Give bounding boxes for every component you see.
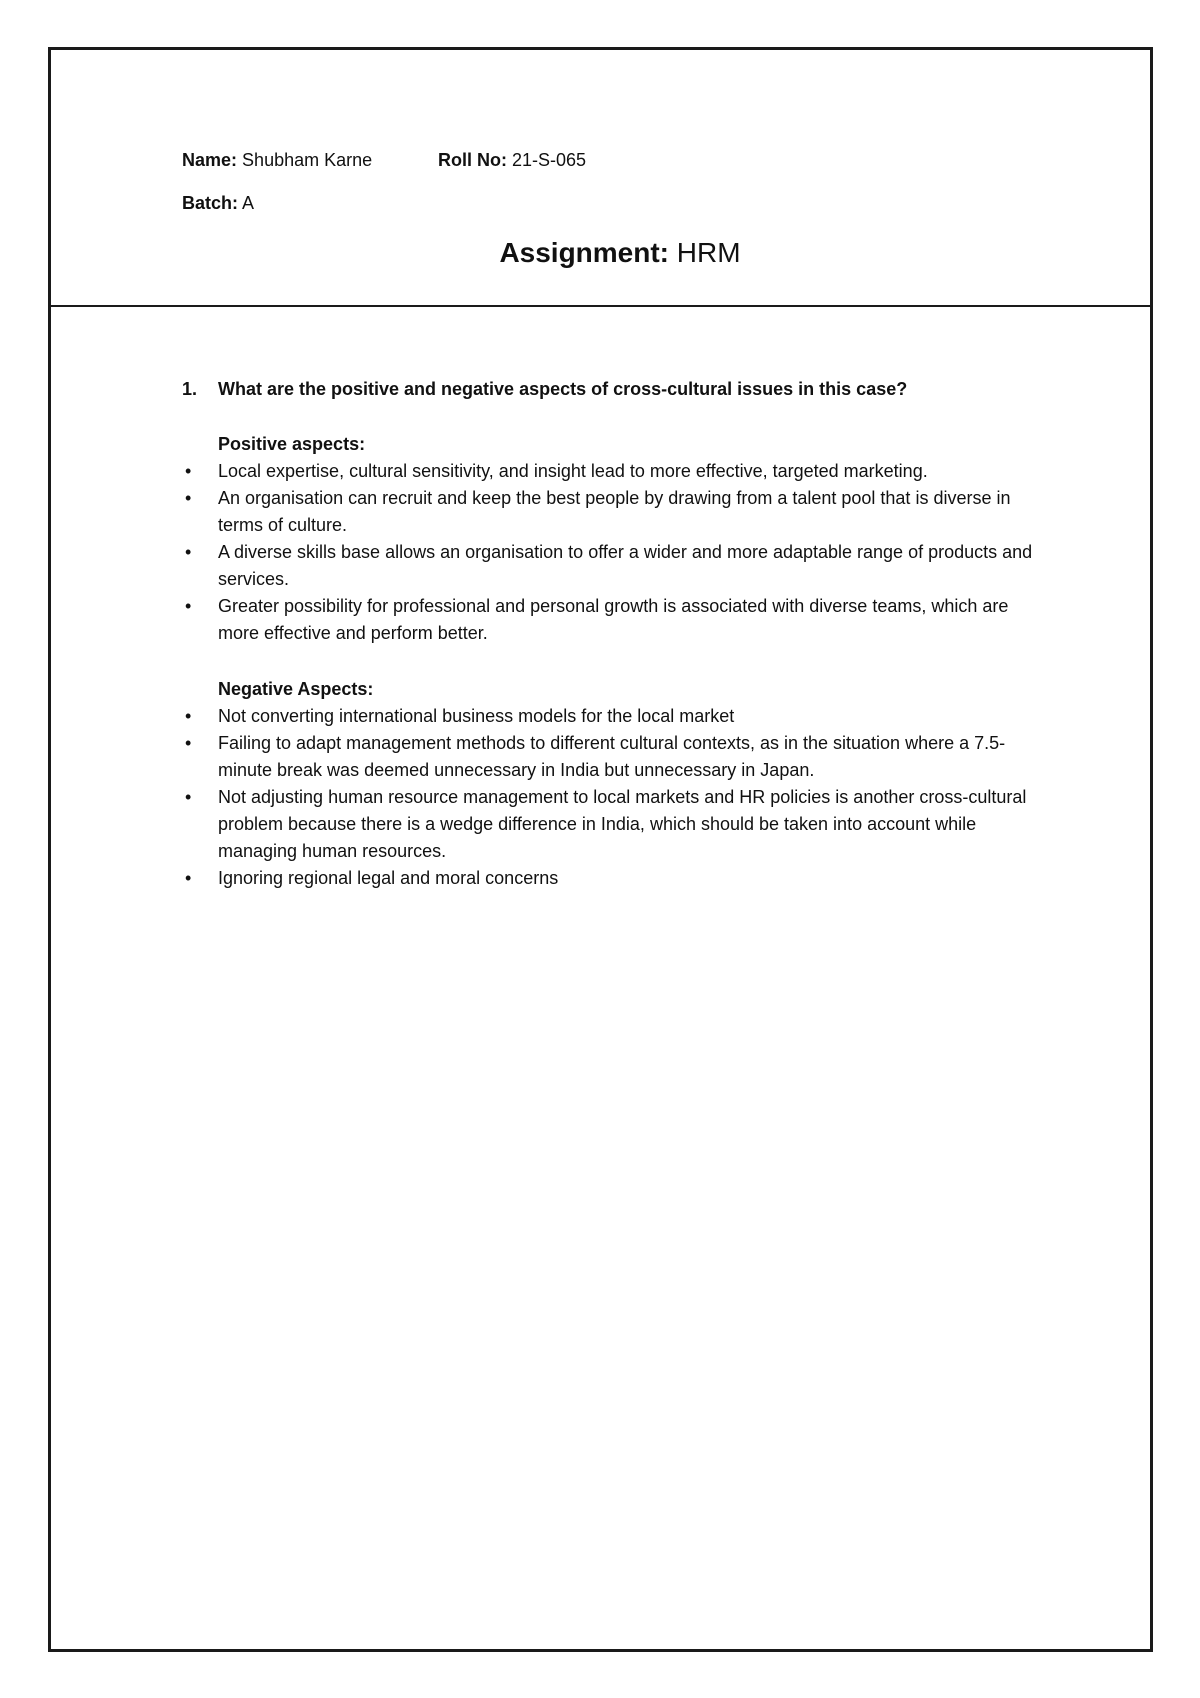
list-item: • A diverse skills base allows an organisation to offer a wider and more adaptable range of products and services. <box>182 539 1042 593</box>
question <box>182 378 907 400</box>
name-value: Shubham Karne <box>242 150 373 170</box>
roll-value: 21-S-065 <box>512 150 587 170</box>
batch-label: Batch: <box>182 193 239 213</box>
question-text: What are the positive and negative aspects of cross-cultural issues in this case? <box>218 379 908 399</box>
title-label: Assignment: <box>499 237 670 268</box>
name-roll-line <box>182 149 587 171</box>
batch-field <box>182 192 254 214</box>
list-item: • Not converting international business models for the local market <box>182 703 1042 730</box>
roll-field <box>438 149 586 171</box>
name-field <box>182 150 372 170</box>
negative-list <box>182 703 1042 892</box>
page-title <box>0 236 1200 270</box>
batch-value: A <box>242 193 255 213</box>
list-item: • An organisation can recruit and keep the best people by drawing from a talent pool that is diverse in terms of culture. <box>182 485 1042 539</box>
list-item: • Not adjusting human resource management to local markets and HR policies is another cross-cultural problem because there is a wedge difference in India, which should be taken into account while managing human resources. <box>182 784 1042 865</box>
roll-label: Roll No: <box>438 150 507 170</box>
list-item: • Greater possibility for professional and personal growth is associated with diverse teams, which are more effective and perform better. <box>182 593 1042 647</box>
list-item: • Local expertise, cultural sensitivity, and insight lead to more effective, targeted marketing. <box>182 458 1042 485</box>
positive-heading: Positive aspects: <box>218 434 366 454</box>
question-number: 1. <box>182 379 198 399</box>
list-item: • Failing to adapt management methods to different cultural contexts, as in the situation where a 7.5-minute break was deemed unnecessary in India but unnecessary in Japan. <box>182 730 1042 784</box>
positive-list <box>182 458 1042 647</box>
negative-heading: Negative Aspects: <box>218 679 374 699</box>
title-value: HRM <box>676 237 741 268</box>
header-divider <box>48 305 1153 307</box>
list-item: • Ignoring regional legal and moral concerns <box>182 865 1042 892</box>
name-label: Name: <box>182 150 238 170</box>
